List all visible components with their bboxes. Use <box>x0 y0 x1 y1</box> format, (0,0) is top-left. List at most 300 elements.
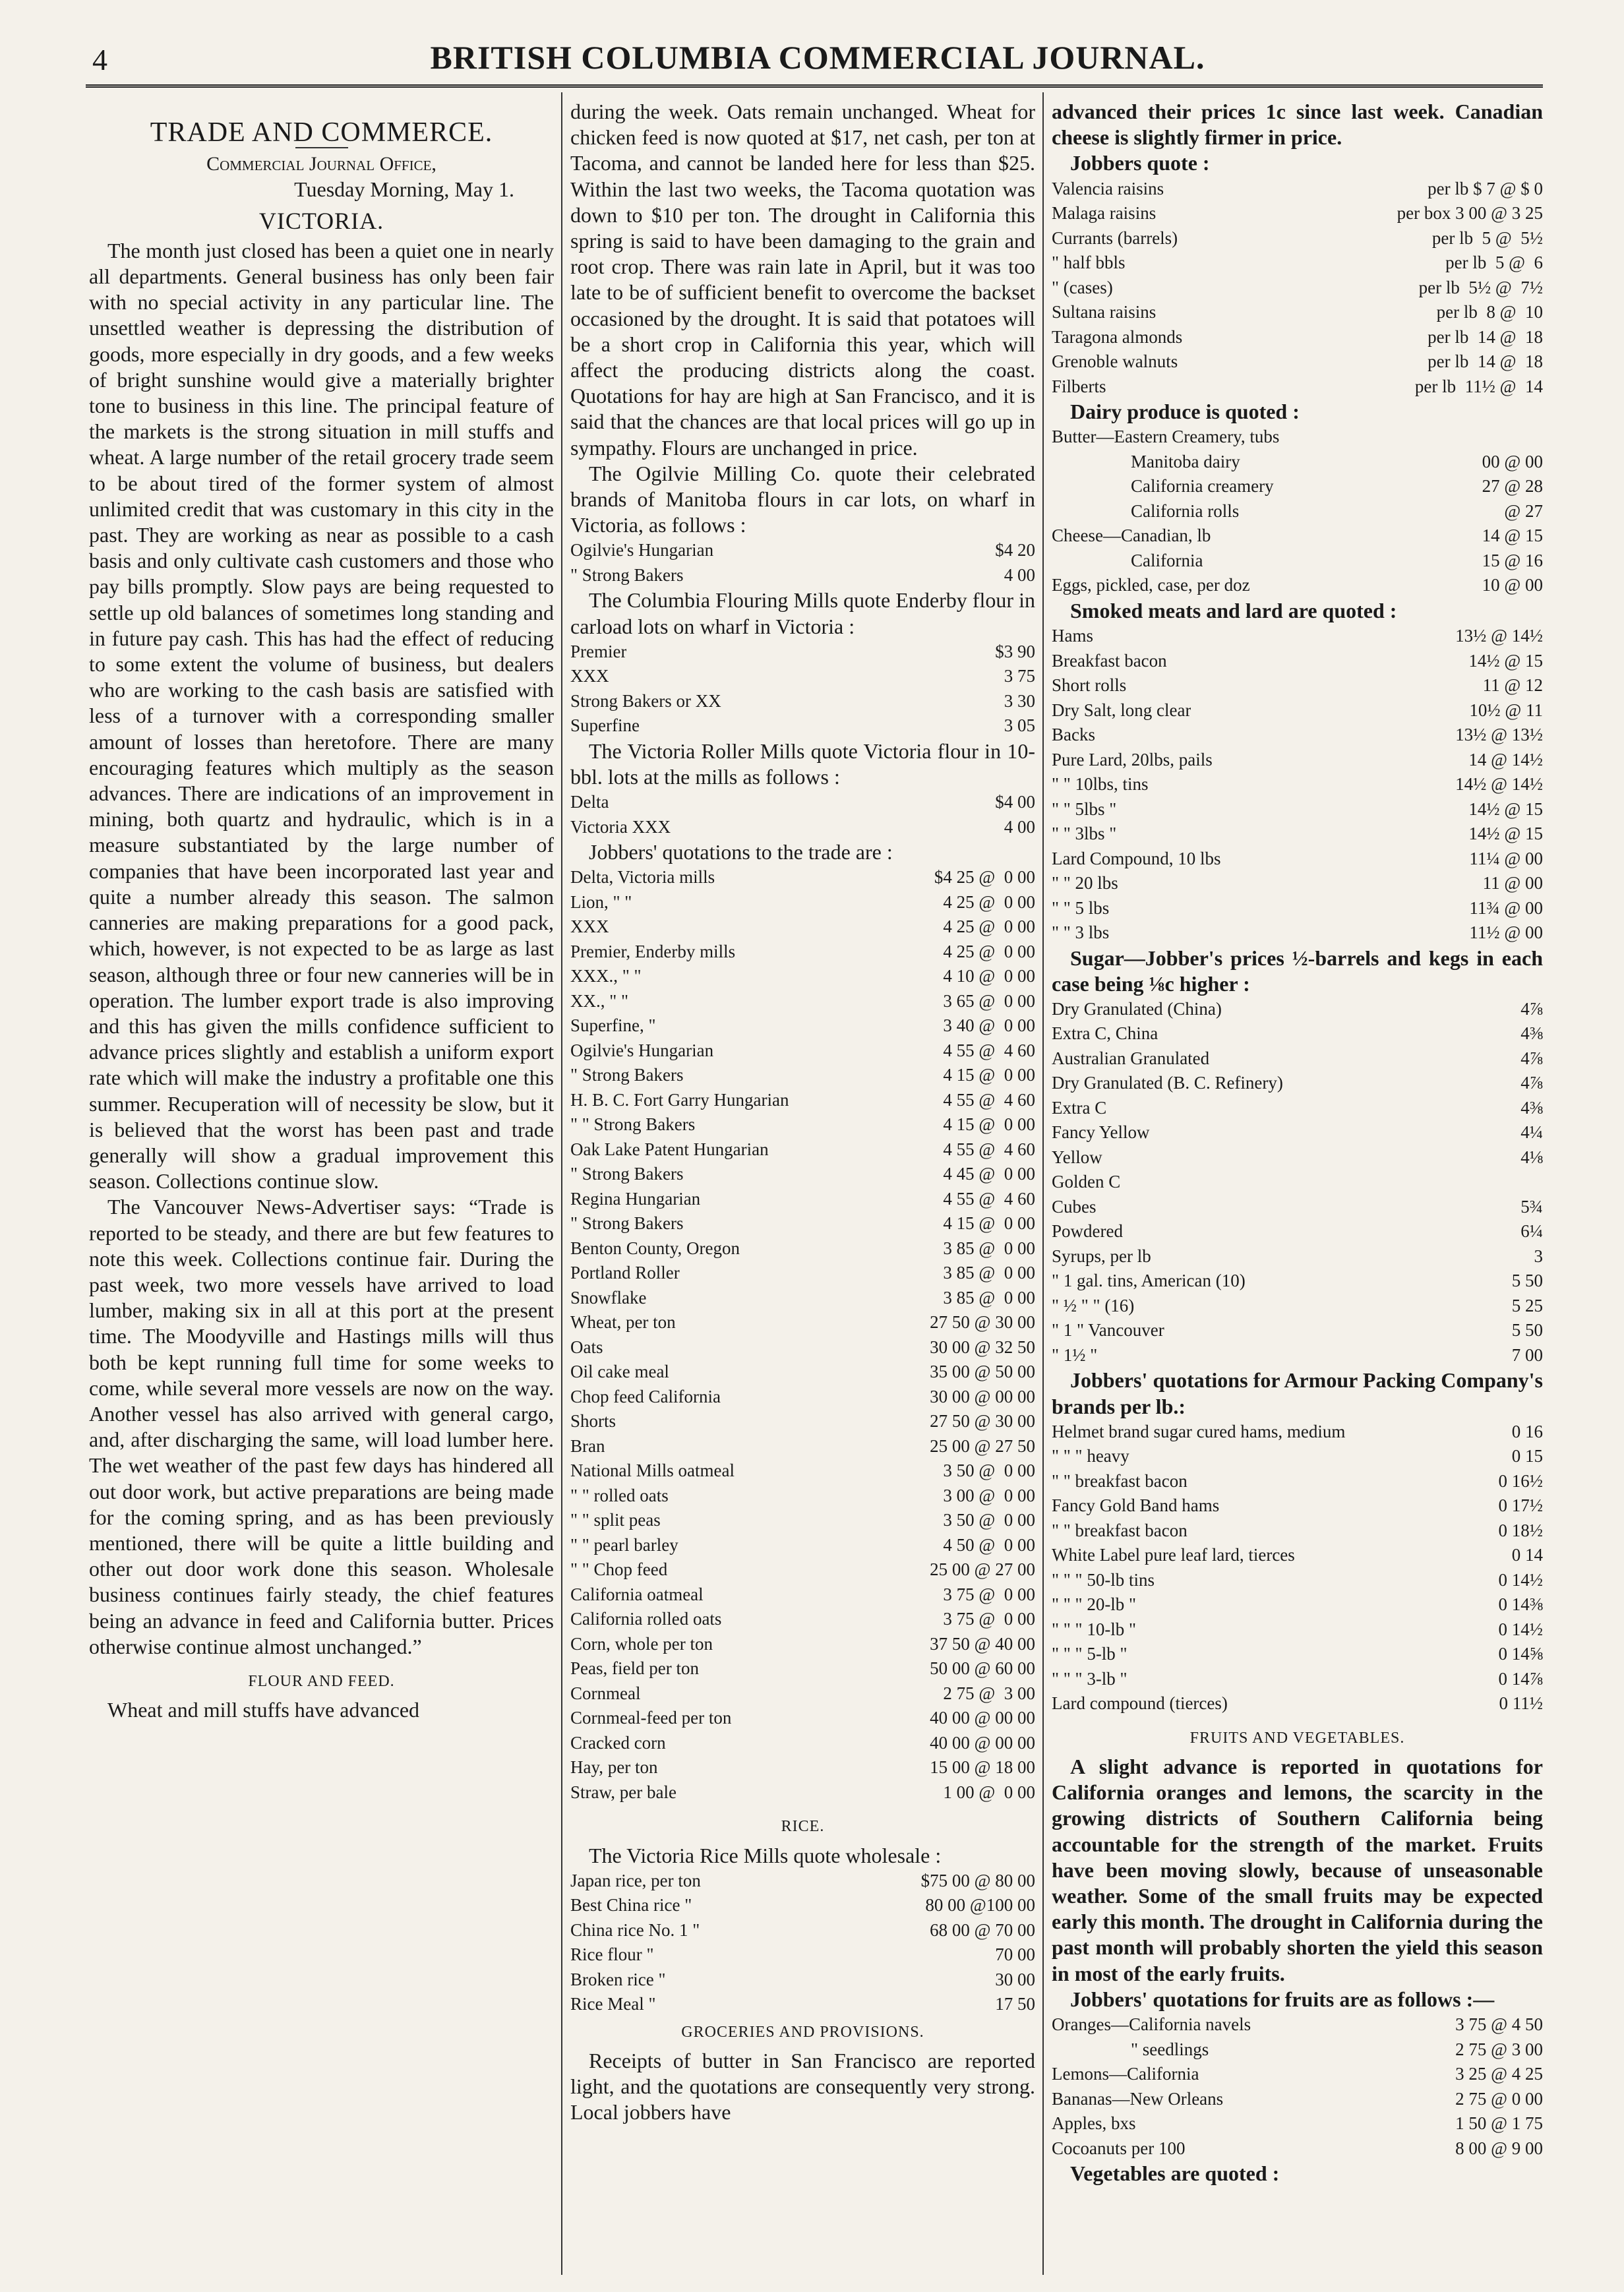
quote-row <box>570 1893 1035 1918</box>
quote-row <box>570 1918 1035 1943</box>
quote-label: Benton County, Oregon <box>570 1238 740 1258</box>
quote-label: Cubes <box>1052 1196 1097 1217</box>
quote-table <box>570 1869 1035 2017</box>
quote-label: " " 20 lbs <box>1052 873 1118 893</box>
quote-value: 13½ @ 14½ <box>1455 626 1543 646</box>
quote-value: 0 14½ <box>1498 1619 1543 1639</box>
page-number: 4 <box>92 43 107 76</box>
quote-value: 10 @ 00 <box>1482 575 1543 595</box>
quote-value: 11¾ @ 00 <box>1469 897 1543 918</box>
quote-value: 11¼ @ 00 <box>1469 848 1543 868</box>
quote-row <box>1052 1493 1543 1519</box>
quote-label: H. B. C. Fort Garry Hungarian <box>570 1089 789 1110</box>
quote-row <box>570 1236 1035 1261</box>
article-paragraph: Sugar—Jobber's prices ½-barrels and kegs in each case being ⅛c higher : <box>1052 946 1543 996</box>
quote-label: Lard compound (tierces) <box>1052 1693 1228 1714</box>
quote-value: 3 50 @ 0 00 <box>943 1461 1035 1481</box>
quote-value: per box 3 00 @ 3 25 <box>1397 203 1543 224</box>
quote-row <box>570 1261 1035 1286</box>
quote-label: Grenoble walnuts <box>1052 351 1178 372</box>
dateline: Tuesday Morning, May 1. <box>294 177 514 202</box>
quote-row <box>1052 1519 1543 1544</box>
quote-row <box>570 1088 1035 1113</box>
quote-label: Victoria XXX <box>570 816 671 837</box>
quote-row <box>570 1508 1035 1533</box>
quote-value: 4⅛ <box>1520 1147 1543 1167</box>
quote-value: per lb 11½ @ 14 <box>1414 376 1543 396</box>
subsection-heading: FLOUR AND FEED. <box>248 1672 395 1690</box>
quote-value: 4⅞ <box>1520 1048 1543 1068</box>
quote-row <box>1052 649 1543 674</box>
quote-table <box>570 790 1035 839</box>
quote-row <box>1052 524 1543 549</box>
article-paragraph: Jobbers' quotations for fruits are as follows :— <box>1070 1987 1495 2011</box>
quote-label: Valencia raisins <box>1052 178 1164 198</box>
quote-row <box>1052 1294 1543 1319</box>
article-paragraph: The Ogilvie Milling Co. quote their celebrated brands of Manitoba flours in car lots, on wharf in Victoria, as follows : <box>570 461 1035 537</box>
quote-value: 80 00 @100 00 <box>925 1895 1035 1915</box>
quote-label: " 1½ " <box>1052 1344 1098 1365</box>
quote-row <box>1052 573 1543 598</box>
quote-row <box>1052 349 1543 375</box>
quote-value: 3 75 <box>1004 666 1035 686</box>
quote-label: " (cases) <box>1052 277 1113 297</box>
column-divider <box>561 92 562 2275</box>
quote-value: 4 50 @ 0 00 <box>943 1534 1035 1555</box>
quote-value: 0 18½ <box>1498 1520 1543 1540</box>
column-2 <box>570 99 1035 2268</box>
quote-value: 0 14 <box>1511 1545 1543 1565</box>
quote-row <box>1052 997 1543 1022</box>
quote-table <box>570 865 1035 1805</box>
quote-value: 14 @ 15 <box>1482 526 1543 546</box>
quote-value: 27 @ 28 <box>1482 476 1543 497</box>
article-paragraph: The Vancouver News-Advertiser says: “Trade is reported to be steady, and there are but few features to note this week. Collections continue fair. During the past week, two more vessels have arrived to load lumber, making six in all at this port at the present time. The Moodyville and Hastings mills will thus both be kept running full time for some weeks to come, while several more vessels are now on the way. Another vessel has also arrived with general cargo, and, after discharging the same, will load lumber here. The wet weather of the past few days has hindered all out door work, but active preparations are being made for the coming spring, and as has been previously mentioned, there will be quite a little building and other out door work done this season. Wholesale business continues fairly steady, the chief features being an advance in feed and California butter. Prices otherwise continue almost unchanged.” <box>89 1195 554 1658</box>
quote-value: per lb 5 @ 6 <box>1445 253 1543 273</box>
quote-value: 40 00 @ 00 00 <box>930 1708 1035 1728</box>
quote-label: Extra C <box>1052 1097 1107 1118</box>
quote-value: 4 55 @ 4 60 <box>943 1188 1035 1209</box>
section-title: TRADE AND COMMERCE. <box>150 117 493 148</box>
quote-row <box>570 1187 1035 1212</box>
quote-row <box>570 689 1035 714</box>
quote-row <box>1052 2136 1543 2161</box>
column-divider <box>1042 92 1044 2275</box>
quote-value: 13½ @ 13½ <box>1455 725 1543 745</box>
subsection-heading: GROCERIES AND PROVISIONS. <box>681 2023 924 2041</box>
article-paragraph: The month just closed has been a quiet one in nearly all departments. General business has only been fair with no special activity in any particular line. The unsettled weather is depressing the distribution of goods, more especially in dry goods, and a few weeks of bright sunshine would give a materially brighter tone to business in this line. The principal feature of the markets is the strong situation in mill stuffs and wheat. A large number of the retail grocery trade seem to be about tired of the former system of almost unlimited credit that was customary in this city in the past. They are working as near as possible to a cash basis and only cultivate cash customers and those who pay bills promptly. Slow pays are being requested to settle up old balances of sometimes long standing and in future pay cash. This has had the effect of reducing to some extent the volume of business, but dealers who are working to the cash basis are satisfied with less of a turnover with a corresponding smaller amount of losses than heretofore. There are many encouraging features which multiply as the season advances. There are indications of an improvement in mining, both quartz and hydraulic, which is in a measure substantiated by the large number of companies that have been incorporated last year and quite a number already this season. The salmon canneries are making preparations for a good pack, which, however, is not expected to be as large as last season, although three or four new canneries will be in operation. The lumber export trade is also improving and this has given the mills confidence sufficient to advance prices slightly and establish a uniform export rate which will make the industry a profitable one this summer. Recuperation will of necessity be slow, but it is believed that the worst has been past and trade generally will show a gradual improvement this season. Collections continue slow. <box>89 238 554 1193</box>
quote-value: 5¾ <box>1520 1196 1543 1217</box>
quote-label: " seedlings <box>1131 2039 1209 2059</box>
column-3 <box>1052 99 1543 2268</box>
quote-row <box>1052 822 1543 847</box>
quote-label: Cocoanuts per 100 <box>1052 2138 1186 2158</box>
quote-row <box>570 1943 1035 1968</box>
quote-label: Bran <box>570 1435 605 1456</box>
quote-value: 3 75 @ 0 00 <box>943 1584 1035 1604</box>
quote-value: per lb 14 @ 18 <box>1428 326 1543 347</box>
quote-label: " " " heavy <box>1052 1446 1129 1466</box>
quote-label: " " Strong Bakers <box>570 1114 696 1135</box>
quote-value: per lb $ 7 @ $ 0 <box>1428 178 1543 198</box>
quote-row <box>570 790 1035 815</box>
quote-label: Butter—Eastern Creamery, tubs <box>1052 427 1280 447</box>
quote-value: 4 15 @ 0 00 <box>943 1114 1035 1135</box>
quote-label: Lion, " " <box>570 891 632 912</box>
quote-row <box>1052 1195 1543 1220</box>
quote-row <box>570 1992 1035 2017</box>
quote-label: Australian Granulated <box>1052 1048 1210 1068</box>
quote-label: " " pearl barley <box>570 1534 678 1555</box>
quote-label: " " 5lbs " <box>1052 799 1117 819</box>
quote-value: 40 00 @ 00 00 <box>930 1732 1035 1753</box>
quote-label: Chop feed California <box>570 1386 721 1406</box>
quote-label: Powdered <box>1052 1221 1123 1242</box>
quote-row <box>1052 871 1543 896</box>
quote-row <box>1052 1568 1543 1593</box>
quote-row <box>570 1310 1035 1335</box>
quote-row <box>570 1755 1035 1780</box>
quote-row <box>1052 177 1543 202</box>
quote-label: Delta <box>570 792 609 812</box>
quote-label: " " " 5-lb " <box>1052 1644 1128 1664</box>
quote-row <box>1052 1145 1543 1170</box>
city-heading: VICTORIA. <box>258 207 384 234</box>
quote-row <box>1052 549 1543 574</box>
quote-value: 70 00 <box>995 1945 1035 1965</box>
quote-row <box>570 1286 1035 1311</box>
quote-value: 4⅞ <box>1520 998 1543 1019</box>
quote-value: 4¼ <box>1520 1122 1543 1143</box>
quote-value: 11½ @ 00 <box>1469 922 1543 943</box>
quote-label: Cheese—Canadian, lb <box>1052 526 1211 546</box>
quote-row <box>1052 474 1543 499</box>
quote-label: Filberts <box>1052 376 1106 396</box>
quote-label: " Strong Bakers <box>570 1065 684 1085</box>
quote-label: " 1 gal. tins, American (10) <box>1052 1271 1246 1291</box>
quote-value: 0 16½ <box>1498 1470 1543 1491</box>
quote-value: 17 50 <box>995 1994 1035 2014</box>
quote-value: 4 25 @ 0 00 <box>943 891 1035 912</box>
quote-value: 25 00 @ 27 00 <box>930 1559 1035 1580</box>
quote-row <box>570 1681 1035 1706</box>
quote-label: Lemons—California <box>1052 2064 1199 2084</box>
quote-table <box>1052 177 1543 400</box>
quote-value: 2 75 @ 3 00 <box>943 1683 1035 1703</box>
quote-value: 7 00 <box>1511 1344 1543 1365</box>
page-header <box>92 38 1543 84</box>
quote-value: 30 00 @ 32 50 <box>930 1337 1035 1357</box>
quote-label: Dry Granulated (China) <box>1052 998 1222 1019</box>
quote-label: Hay, per ton <box>570 1757 658 1778</box>
article-paragraph: advanced their prices 1c since last week. Canadian cheese is slightly firmer in price. <box>1052 100 1543 150</box>
quote-value: 14½ @ 15 <box>1468 824 1543 844</box>
quote-row <box>1052 2111 1543 2136</box>
quote-label: " ½ " " (16) <box>1052 1295 1135 1315</box>
quote-value: 0 17½ <box>1498 1495 1543 1516</box>
quote-label: " " " 20-lb " <box>1052 1594 1137 1615</box>
quote-row <box>1052 201 1543 226</box>
quote-row <box>570 1409 1035 1434</box>
quote-label: Shorts <box>570 1411 617 1432</box>
quote-value: 50 00 @ 60 00 <box>930 1658 1035 1679</box>
quote-value: 3 85 @ 0 00 <box>943 1263 1035 1283</box>
quote-value: 4 45 @ 0 00 <box>943 1164 1035 1184</box>
quote-row <box>570 890 1035 915</box>
quote-value: $4 25 @ 0 00 <box>934 867 1035 888</box>
quote-row <box>1052 2012 1543 2037</box>
quote-table <box>1052 624 1543 946</box>
quote-label: Fancy Yellow <box>1052 1122 1150 1143</box>
quote-row <box>570 640 1035 665</box>
quote-label: China rice No. 1 " <box>570 1919 700 1940</box>
quote-value: 3 75 @ 4 50 <box>1455 2014 1543 2035</box>
quote-row <box>570 1583 1035 1608</box>
quote-label: Delta, Victoria mills <box>570 867 715 888</box>
quote-label: Strong Bakers or XX <box>570 690 721 711</box>
quote-value: per lb 14 @ 18 <box>1428 351 1543 372</box>
quote-row <box>1052 1642 1543 1667</box>
quote-row <box>1052 251 1543 276</box>
quote-value: 4⅜ <box>1520 1097 1543 1118</box>
quote-row <box>1052 723 1543 748</box>
quote-value: 0 14½ <box>1498 1569 1543 1590</box>
quote-row <box>570 1459 1035 1484</box>
quote-row <box>570 1137 1035 1162</box>
quote-label: California rolled oats <box>570 1609 722 1629</box>
quote-value: 3 <box>1534 1246 1543 1266</box>
quote-label: Yellow <box>1052 1147 1102 1167</box>
quote-row <box>1052 499 1543 524</box>
quote-value: 3 85 @ 0 00 <box>943 1238 1035 1258</box>
quote-row <box>570 713 1035 739</box>
quote-value: 5 50 <box>1511 1320 1543 1341</box>
quote-row <box>1052 1219 1543 1244</box>
office-line: Commercial Journal Office, <box>206 153 436 175</box>
quote-label: " 1 " Vancouver <box>1052 1320 1164 1341</box>
quote-row <box>570 1434 1035 1459</box>
quote-label: Apples, bxs <box>1052 2113 1136 2134</box>
quote-label: Superfine <box>570 715 640 736</box>
quote-value: 11 @ 00 <box>1482 873 1543 893</box>
quote-label: Regina Hungarian <box>570 1188 701 1209</box>
quote-table <box>570 640 1035 739</box>
article-paragraph: Receipts of butter in San Francisco are reported light, and the quotations are consequently very strong. Local jobbers have <box>570 2049 1035 2125</box>
quote-row <box>570 1112 1035 1137</box>
quote-row <box>1052 1021 1543 1046</box>
quote-row <box>570 964 1035 989</box>
quote-value: per lb 5 @ 5½ <box>1431 227 1543 248</box>
quote-table <box>1052 2012 1543 2161</box>
quote-row <box>570 1385 1035 1410</box>
quote-row <box>570 915 1035 940</box>
quote-value: per lb 8 @ 10 <box>1436 302 1543 322</box>
quote-row <box>1052 2087 1543 2112</box>
quote-row <box>1052 698 1543 723</box>
header-rule <box>86 84 1543 88</box>
quote-value: 4 10 @ 0 00 <box>943 966 1035 986</box>
quote-label: Dry Salt, long clear <box>1052 700 1191 720</box>
quote-table <box>570 538 1035 588</box>
quote-value: 15 00 @ 18 00 <box>930 1757 1035 1778</box>
subsection-heading: RICE. <box>781 1818 825 1836</box>
quote-label: XXX <box>570 917 609 937</box>
quote-label: " " split peas <box>570 1510 661 1530</box>
quote-label: California <box>1131 550 1203 570</box>
quote-row <box>570 940 1035 965</box>
quote-label: National Mills oatmeal <box>570 1461 735 1481</box>
quote-value: 1 00 @ 0 00 <box>943 1782 1035 1802</box>
quote-label: Taragona almonds <box>1052 326 1183 347</box>
quote-row <box>1052 673 1543 698</box>
quote-value: $3 90 <box>995 641 1035 661</box>
quote-label: Malaga raisins <box>1052 203 1157 224</box>
quote-row <box>1052 797 1543 822</box>
quote-value: 4⅞ <box>1520 1073 1543 1093</box>
quote-label: Currants (barrels) <box>1052 227 1178 248</box>
quote-value: $4 00 <box>995 792 1035 812</box>
quote-row <box>1052 920 1543 946</box>
quote-label: Hams <box>1052 626 1093 646</box>
quote-label: Oranges—California navels <box>1052 2014 1251 2035</box>
quote-label: Portland Roller <box>570 1263 680 1283</box>
quote-row <box>1052 1691 1543 1716</box>
quote-value: 4 55 @ 4 60 <box>943 1139 1035 1159</box>
article-paragraph: Vegetables are quoted : <box>1070 2161 1280 2186</box>
quote-row <box>570 1656 1035 1681</box>
article-paragraph: Jobbers' quotations to the trade are : <box>589 840 893 864</box>
quote-value: 0 15 <box>1511 1446 1543 1466</box>
quote-label: Straw, per bale <box>570 1782 677 1802</box>
quote-value: 5 50 <box>1511 1271 1543 1291</box>
article-paragraph: during the week. Oats remain unchanged. Wheat for chicken feed is now quoted at $17, net cash, per ton at Tacoma, and cannot be landed here for less than $25. Within the last two weeks, the Tacoma quotation was down to $10 per ton. The drought in California this spring is said to have been damaging to the grain and root crop. There was rain late in April, but it was too late to be of sufficient benefit to overcome the backset occasioned by the drought. It is said that potatoes will be a short crop in California this year, which will affect the producing districts along the coast. Quotations for hay are high at San Francisco, and it is said that the chances are that local prices will go up in sympathy. Flours are unchanged in price. <box>570 100 1035 460</box>
quote-label: " " " 50-lb tins <box>1052 1569 1155 1590</box>
quote-label: " " 3 lbs <box>1052 922 1110 943</box>
quote-value: 2 75 @ 3 00 <box>1455 2039 1543 2059</box>
quote-row <box>570 563 1035 588</box>
quote-value: 0 11½ <box>1499 1693 1543 1714</box>
quote-row <box>1052 1469 1543 1494</box>
quote-row <box>1052 226 1543 251</box>
quote-value: 30 00 <box>995 1969 1035 1989</box>
quote-label: Syrups, per lb <box>1052 1246 1151 1266</box>
quote-row <box>1052 1046 1543 1071</box>
quote-row <box>1052 1444 1543 1469</box>
quote-label: " " 3lbs " <box>1052 824 1117 844</box>
quote-value: 25 00 @ 27 50 <box>930 1435 1035 1456</box>
quote-value: 15 @ 16 <box>1482 550 1543 570</box>
quote-row <box>1052 2062 1543 2087</box>
quote-label: Sultana raisins <box>1052 302 1157 322</box>
quote-value: 4 55 @ 4 60 <box>943 1040 1035 1060</box>
quote-label: Ogilvie's Hungarian <box>570 1040 714 1060</box>
quote-label: Cornmeal <box>570 1683 641 1703</box>
quote-value: 3 65 @ 0 00 <box>943 990 1035 1011</box>
quote-label: Superfine, " <box>570 1015 656 1036</box>
quote-row <box>570 1211 1035 1236</box>
quote-value: 4⅜ <box>1520 1023 1543 1044</box>
quote-label: Golden C <box>1052 1172 1121 1192</box>
column-1 <box>89 99 554 2268</box>
article-paragraph: The Victoria Rice Mills quote wholesale : <box>589 1843 942 1867</box>
quote-row <box>570 538 1035 563</box>
quote-row <box>1052 847 1543 872</box>
quote-label: " " " 10-lb " <box>1052 1619 1137 1639</box>
quote-value: 3 75 @ 0 00 <box>943 1609 1035 1629</box>
quote-row <box>570 865 1035 890</box>
quote-value: $4 20 <box>995 540 1035 560</box>
quote-value: 00 @ 00 <box>1482 451 1543 471</box>
quote-label: " " rolled oats <box>570 1485 669 1505</box>
quote-row <box>1052 624 1543 649</box>
article-paragraph: Wheat and mill stuffs have advanced <box>107 1698 420 1722</box>
quote-value: 2 75 @ 0 00 <box>1455 2088 1543 2109</box>
quote-label: Best China rice " <box>570 1895 692 1915</box>
quote-row <box>570 1360 1035 1385</box>
quote-table <box>1052 1420 1543 1716</box>
article-paragraph: The Victoria Roller Mills quote Victoria flour in 10-bbl. lots at the mills as follows : <box>570 739 1035 789</box>
quote-value: @ 27 <box>1504 500 1543 521</box>
quote-value: 3 40 @ 0 00 <box>943 1015 1035 1036</box>
quote-value: 1 50 @ 1 75 <box>1455 2113 1543 2134</box>
quote-row <box>570 1780 1035 1805</box>
quote-row <box>570 664 1035 689</box>
quote-value: 4 25 @ 0 00 <box>943 941 1035 961</box>
quote-value: 11 @ 12 <box>1482 675 1543 696</box>
quote-row <box>570 1533 1035 1558</box>
quote-label: " " 5 lbs <box>1052 897 1110 918</box>
quote-label: Premier, Enderby mills <box>570 941 736 961</box>
quote-value: 4 55 @ 4 60 <box>943 1089 1035 1110</box>
quote-row <box>570 1607 1035 1632</box>
article-paragraph: Jobbers' quotations for Armour Packing Company's brands per lb.: <box>1052 1368 1543 1418</box>
quote-row <box>570 815 1035 840</box>
quote-row <box>570 1039 1035 1064</box>
quote-value: 14½ @ 15 <box>1468 799 1543 819</box>
quote-table <box>1052 425 1543 598</box>
quote-label: White Label pure leaf lard, tierces <box>1052 1545 1295 1565</box>
quote-row <box>1052 1343 1543 1368</box>
quote-row <box>570 989 1035 1014</box>
quote-label: Broken rice " <box>570 1969 666 1989</box>
quote-row <box>1052 1420 1543 1445</box>
quote-row <box>1052 1170 1543 1195</box>
quote-value: 14 @ 14½ <box>1468 749 1543 769</box>
quote-label: " Strong Bakers <box>570 1213 684 1234</box>
quote-row <box>570 1869 1035 1894</box>
quote-value: 3 05 <box>1004 715 1035 736</box>
quote-value: 0 16 <box>1511 1421 1543 1441</box>
quote-row <box>1052 772 1543 797</box>
quote-value: 4 15 @ 0 00 <box>943 1213 1035 1234</box>
quote-row <box>570 1013 1035 1039</box>
quote-row <box>1052 450 1543 475</box>
quote-value: 10½ @ 11 <box>1469 700 1543 720</box>
quote-row <box>1052 1269 1543 1294</box>
quote-label: Dry Granulated (B. C. Refinery) <box>1052 1073 1283 1093</box>
quote-label: XXX <box>570 666 609 686</box>
quote-value: 68 00 @ 70 00 <box>930 1919 1035 1940</box>
quote-row <box>1052 1096 1543 1121</box>
quote-row <box>570 1731 1035 1756</box>
subsection-heading: FRUITS AND VEGETABLES. <box>1189 1729 1405 1747</box>
quote-label: Snowflake <box>570 1287 647 1308</box>
quote-label: Premier <box>570 641 627 661</box>
quote-label: " " 10lbs, tins <box>1052 774 1149 795</box>
quote-label: Peas, field per ton <box>570 1658 699 1679</box>
quote-label: California oatmeal <box>570 1584 704 1604</box>
quote-value: 0 14⅞ <box>1498 1668 1543 1689</box>
